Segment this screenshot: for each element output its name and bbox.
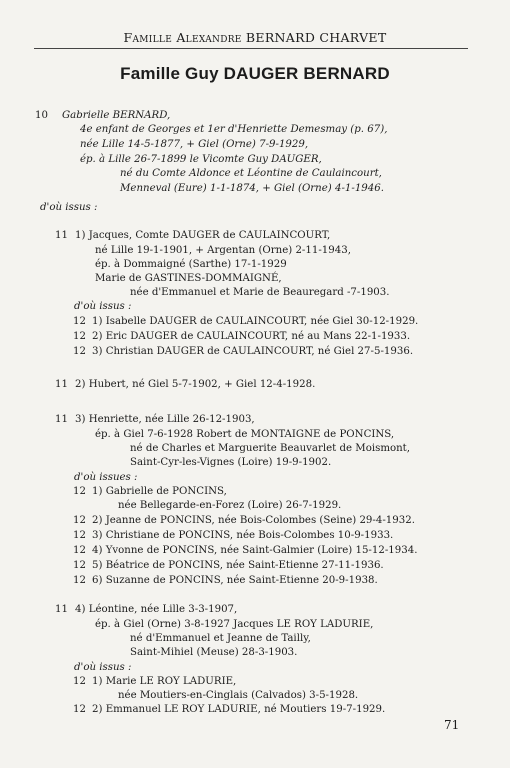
entry-line: 1) Jacques, Comte DAUGER de CAULAINCOURT,: [75, 230, 331, 241]
entry-line: 2) Jeanne de PONCINS, née Bois-Colombes (Seine) 29-4-1932.: [92, 515, 415, 526]
generation-number: 11: [55, 230, 68, 241]
entry-line: 2) Eric DAUGER de CAULAINCOURT, né au Mans 22-1-1933.: [92, 331, 411, 342]
generation-number: 12: [73, 316, 86, 327]
entry-line: 4e enfant de Georges et 1er d'Henriette Demesmay (p. 67),: [80, 124, 388, 135]
entry-line: 4) Léontine, née Lille 3-3-1907,: [75, 604, 238, 615]
entry-line: 5) Béatrice de PONCINS, née Saint-Etienne 27-11-1936.: [92, 560, 384, 571]
entry-line: née Moutiers-en-Cinglais (Calvados) 3-5-1928.: [118, 690, 359, 701]
entry-line: né du Comte Aldonce et Léontine de Caulaincourt,: [120, 168, 382, 179]
header-rule: [34, 48, 468, 49]
page-number: 71: [444, 718, 460, 732]
entry-line: Saint-Cyr-les-Vignes (Loire) 19-9-1902.: [130, 457, 332, 468]
entry-line: 1) Isabelle DAUGER de CAULAINCOURT, née Giel 30-12-1929.: [92, 316, 419, 327]
generation-number: 12: [73, 346, 86, 357]
entry-line: née Bellegarde-en-Forez (Loire) 26-7-1929.: [118, 500, 342, 511]
issue-label: d'où issus :: [74, 301, 132, 312]
entry-line: 3) Christian DAUGER de CAULAINCOURT, né Giel 27-5-1936.: [92, 346, 414, 357]
generation-number: 12: [73, 676, 86, 687]
entry-line: ép. à Dommaigné (Sarthe) 17-1-1929: [95, 259, 287, 270]
generation-number: 12: [73, 560, 86, 571]
entry-line: née Lille 14-5-1877, + Giel (Orne) 7-9-1929,: [80, 139, 309, 150]
entry-line: 2) Hubert, né Giel 5-7-1902, + Giel 12-4-1928.: [75, 379, 316, 390]
page-title: Famille Guy DAUGER BERNARD: [120, 64, 390, 83]
entry-line: née d'Emmanuel et Marie de Beauregard -7-1903.: [130, 287, 390, 298]
entry-line: Menneval (Eure) 1-1-1874, + Giel (Orne) 4-1-1946.: [120, 183, 384, 194]
generation-number: 12: [73, 545, 86, 556]
entry-line: 3) Christiane de PONCINS, née Bois-Colombes 10-9-1933.: [92, 530, 394, 541]
entry-line: ép. à Giel 7-6-1928 Robert de MONTAIGNE de PONCINS,: [95, 429, 395, 440]
issue-label: d'où issus :: [74, 662, 132, 673]
entry-line: né d'Emmanuel et Jeanne de Tailly,: [130, 633, 311, 644]
generation-number: 11: [55, 379, 68, 390]
issue-label: d'où issus :: [40, 202, 98, 213]
generation-number: 12: [73, 515, 86, 526]
entry-line: Marie de GASTINES-DOMMAIGNÉ,: [95, 273, 282, 284]
generation-number: 12: [73, 331, 86, 342]
entry-line: né de Charles et Marguerite Beauvarlet de Moismont,: [130, 443, 411, 454]
entry-line: 1) Gabrielle de PONCINS,: [92, 486, 227, 497]
entry-line: Gabrielle BERNARD,: [62, 110, 171, 121]
running-head: Famille Alexandre BERNARD CHARVET: [123, 30, 387, 45]
generation-number: 11: [55, 604, 68, 615]
generation-number: 12: [73, 575, 86, 586]
generation-number: 10: [35, 110, 48, 121]
issue-label: d'où issues :: [74, 472, 138, 483]
entry-line: né Lille 19-1-1901, + Argentan (Orne) 2-11-1943,: [95, 245, 351, 256]
entry-line: 6) Suzanne de PONCINS, née Saint-Etienne 20-9-1938.: [92, 575, 378, 586]
generation-number: 12: [73, 704, 86, 715]
entry-line: 3) Henriette, née Lille 26-12-1903,: [75, 414, 255, 425]
entry-line: ép. à Giel (Orne) 3-8-1927 Jacques LE ROY LADURIE,: [95, 619, 374, 630]
generation-number: 12: [73, 486, 86, 497]
entry-line: 2) Emmanuel LE ROY LADURIE, né Moutiers 19-7-1929.: [92, 704, 386, 715]
generation-number: 11: [55, 414, 68, 425]
entry-line: Saint-Mihiel (Meuse) 28-3-1903.: [130, 647, 298, 658]
generation-number: 12: [73, 530, 86, 541]
entry-line: 4) Yvonne de PONCINS, née Saint-Galmier (Loire) 15-12-1934.: [92, 545, 418, 556]
entry-line: ép. à Lille 26-7-1899 le Vicomte Guy DAUGER,: [80, 154, 322, 165]
entry-line: 1) Marie LE ROY LADURIE,: [92, 676, 237, 687]
